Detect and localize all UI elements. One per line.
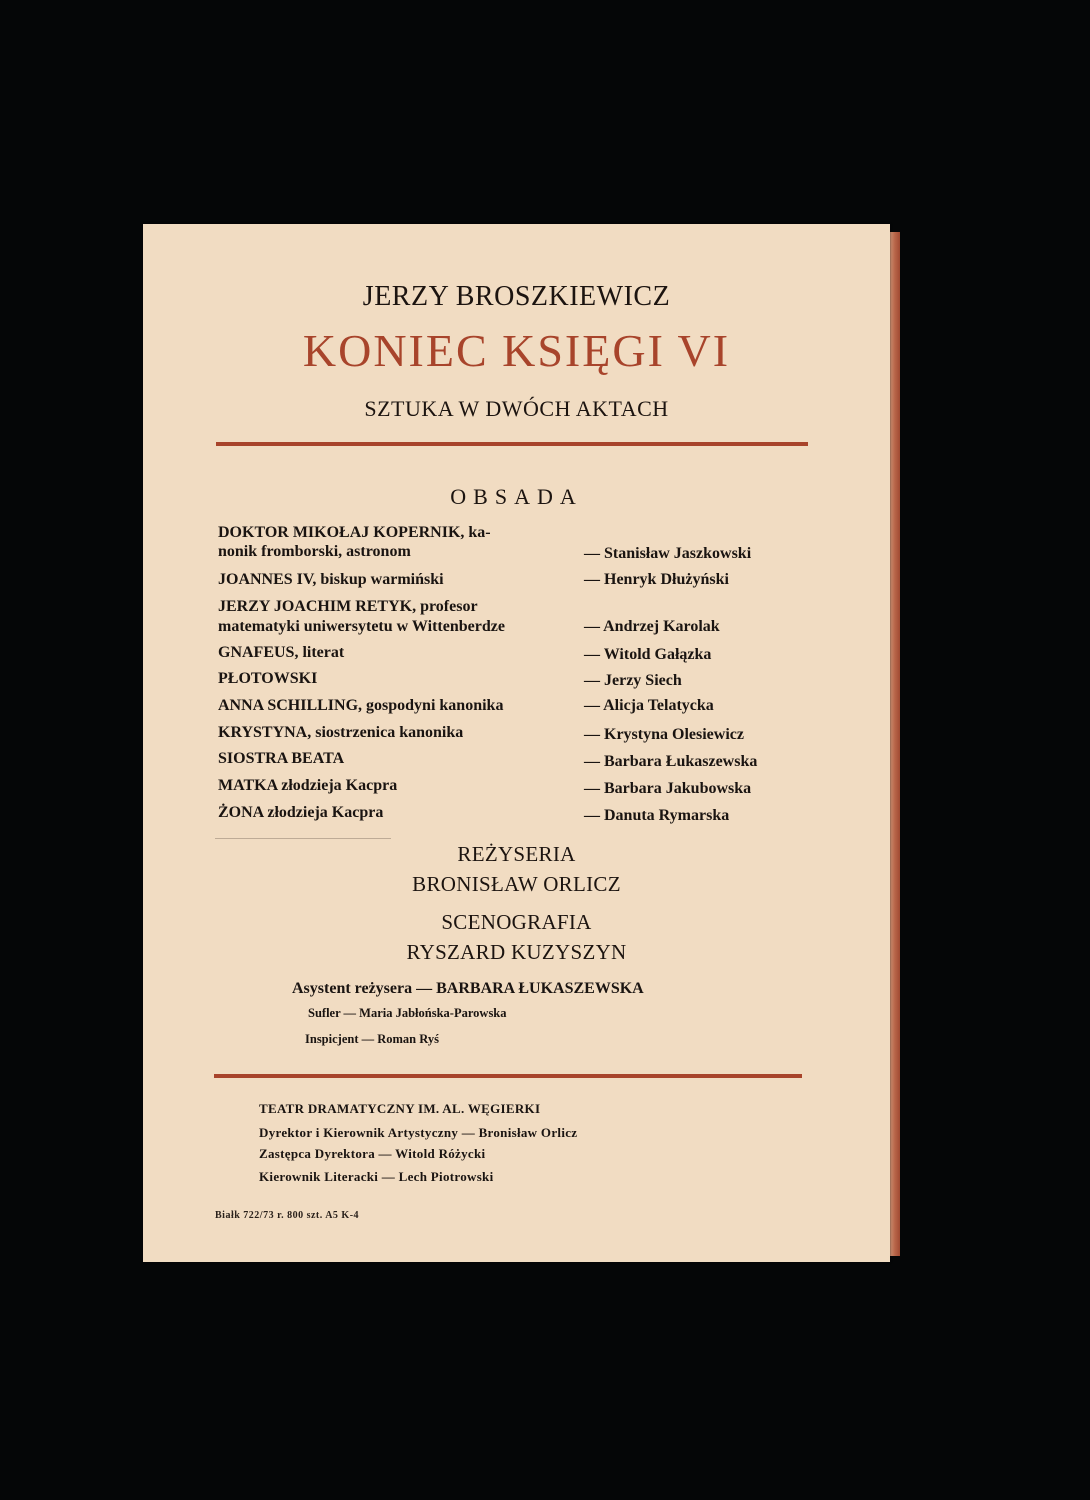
cast-actor: — Stanisław Jaszkowski bbox=[584, 545, 752, 562]
cast-row bbox=[218, 804, 818, 830]
stage-manager: Inspicjent — Roman Ryś bbox=[305, 1032, 439, 1046]
scenographer-name: RYSZARD KUZYSZYN bbox=[406, 940, 627, 964]
cast-heading: OBSADA bbox=[450, 484, 583, 509]
scenography-label: SCENOGRAFIA bbox=[441, 910, 592, 934]
cast-actor: — Barbara Łukaszewska bbox=[584, 753, 758, 770]
cast-row bbox=[218, 644, 818, 670]
thin-divider bbox=[215, 838, 391, 839]
prompter: Sufler — Maria Jabłońska-Parowska bbox=[308, 1006, 507, 1020]
cast-actor: — Barbara Jakubowska bbox=[584, 780, 752, 797]
cast-role: JOANNES IV, biskup warmiński bbox=[218, 571, 444, 588]
program-page bbox=[143, 224, 890, 1262]
cast-row bbox=[218, 524, 818, 562]
director-name: BRONISŁAW ORLICZ bbox=[412, 872, 621, 896]
direction-label: REŻYSERIA bbox=[457, 842, 576, 866]
cast-row bbox=[218, 571, 818, 597]
cast-role-cont: nonik fromborski, astronom bbox=[218, 543, 411, 560]
theatre-director: Dyrektor i Kierownik Artystyczny — Bronisław Orlicz bbox=[259, 1125, 578, 1140]
cast-actor: — Andrzej Karolak bbox=[584, 618, 720, 635]
theatre-deputy: Zastępca Dyrektora — Witold Różycki bbox=[259, 1146, 486, 1161]
cast-role: PŁOTOWSKI bbox=[218, 670, 318, 687]
cast-role-cont: matematyki uniwersytetu w Wittenberdze bbox=[218, 618, 505, 635]
cast-row bbox=[218, 598, 818, 635]
cast-actor: — Jerzy Siech bbox=[584, 672, 682, 689]
cast-role: ANNA SCHILLING, gospodyni kanonika bbox=[218, 697, 504, 714]
print-info: Białk 722/73 r. 800 szt. A5 K-4 bbox=[215, 1210, 360, 1221]
cast-role: KRYSTYNA, siostrzenica kanonika bbox=[218, 724, 464, 741]
theatre-name: TEATR DRAMATYCZNY IM. AL. WĘGIERKI bbox=[259, 1101, 541, 1116]
cast-row bbox=[218, 697, 818, 723]
play-subtitle: SZTUKA W DWÓCH AKTACH bbox=[364, 396, 669, 421]
cast-role: ŻONA złodzieja Kacpra bbox=[218, 804, 384, 821]
cast-actor: — Danuta Rymarska bbox=[584, 807, 730, 824]
play-title: KONIEC KSIĘGI VI bbox=[302, 325, 731, 376]
cast-row bbox=[218, 750, 818, 776]
divider-top bbox=[216, 442, 808, 446]
cast-row bbox=[218, 670, 818, 696]
cast-actor: — Krystyna Olesiewicz bbox=[584, 726, 744, 743]
divider-bottom bbox=[214, 1074, 802, 1078]
cast-role: JERZY JOACHIM RETYK, profesor bbox=[218, 598, 478, 615]
author-name: JERZY BROSZKIEWICZ bbox=[362, 281, 671, 312]
theatre-literary: Kierownik Literacki — Lech Piotrowski bbox=[259, 1169, 494, 1184]
cast-actor: — Alicja Telatycka bbox=[584, 697, 714, 714]
assistant-director: Asystent reżysera — BARBARA ŁUKASZEWSKA bbox=[292, 980, 644, 997]
cast-role: GNAFEUS, literat bbox=[218, 644, 345, 661]
cast-role: MATKA złodzieja Kacpra bbox=[218, 777, 398, 794]
cast-actor: — Henryk Dłużyński bbox=[584, 571, 729, 588]
cast-actor: — Witold Gałązka bbox=[584, 646, 712, 663]
cast-role: DOKTOR MIKOŁAJ KOPERNIK, ka- bbox=[218, 524, 491, 541]
cast-role: SIOSTRA BEATA bbox=[218, 750, 345, 767]
cast-row bbox=[218, 777, 818, 803]
cast-row bbox=[218, 724, 818, 750]
